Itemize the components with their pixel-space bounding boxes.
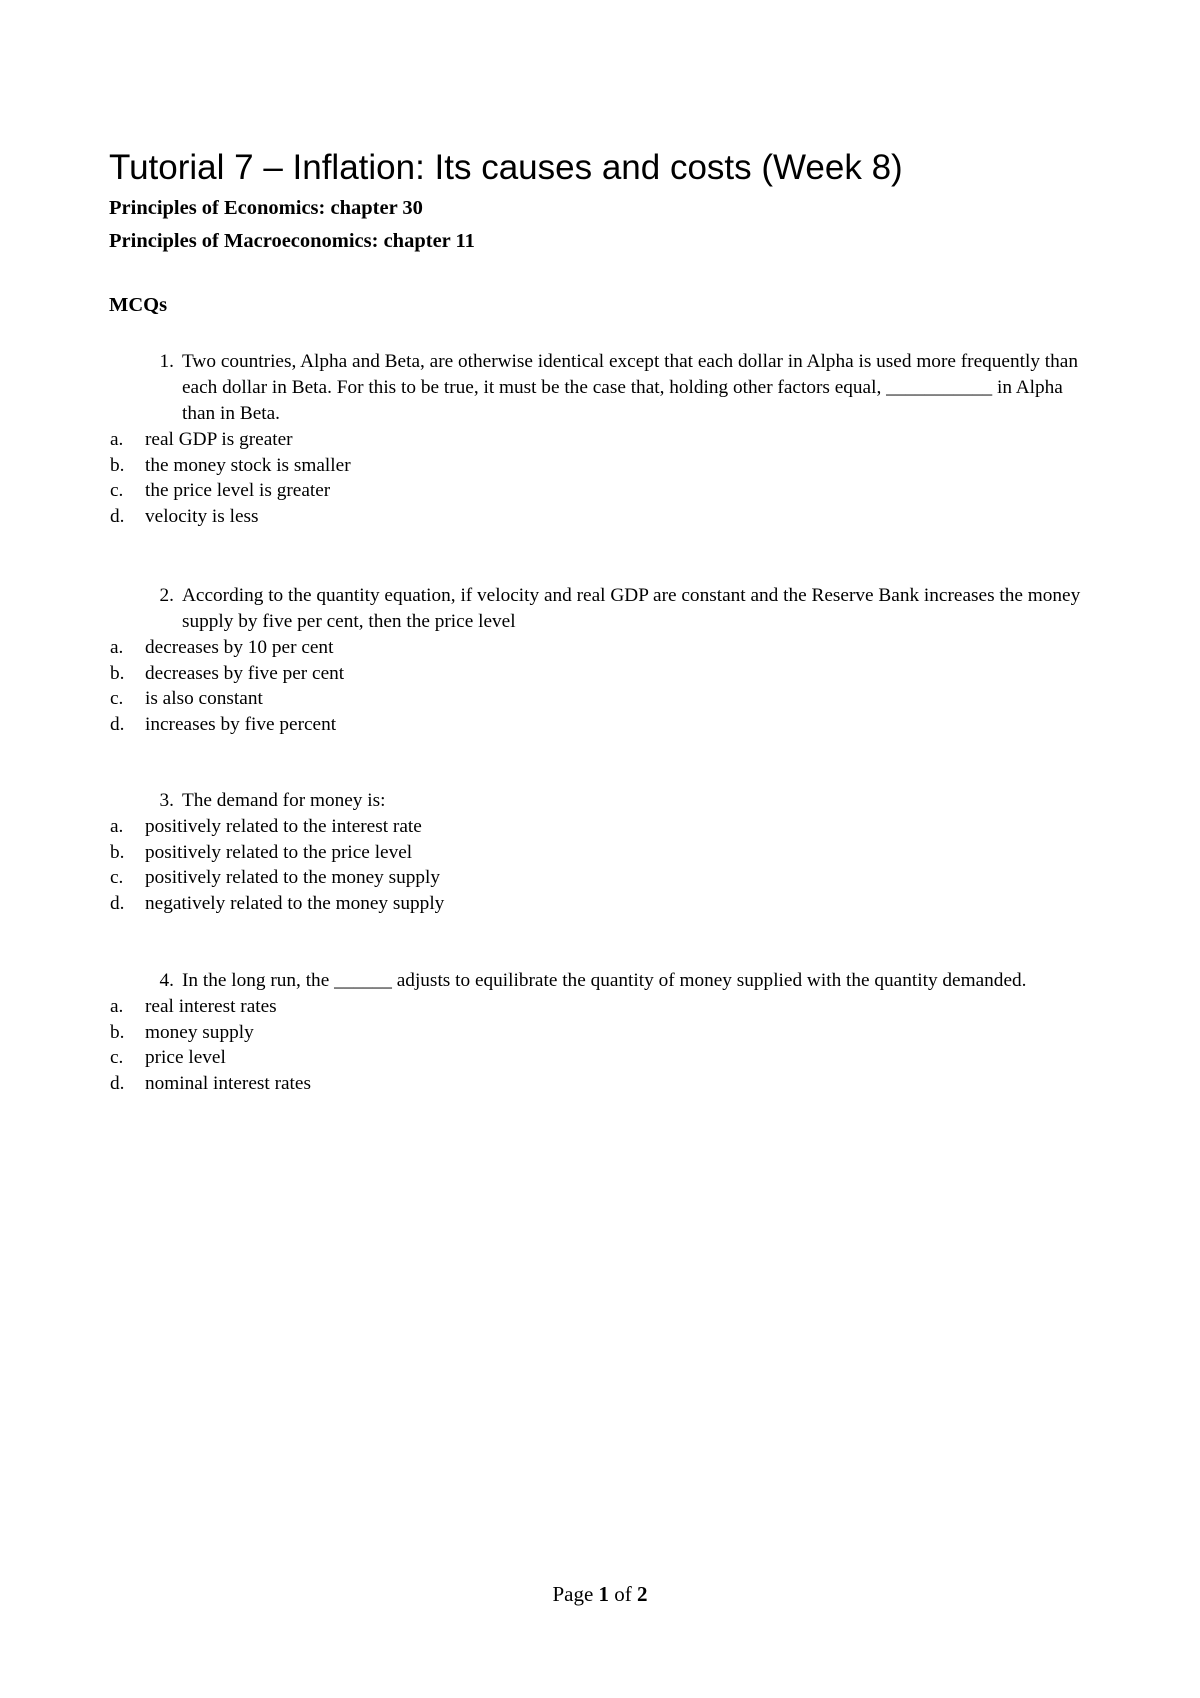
answer-option (110, 504, 1200, 530)
answer-option (110, 1020, 1200, 1046)
answer-options (0, 635, 1200, 738)
answer-option (110, 891, 1200, 917)
textbook-reference-economics: Principles of Economics: chapter 30 (109, 197, 423, 219)
page-current-number: 1 (598, 1582, 610, 1606)
question-number: 2. (159, 585, 174, 606)
option-text: money supply (145, 1021, 254, 1043)
question-stem (159, 349, 1082, 427)
answer-option (110, 686, 1200, 712)
page-title: Tutorial 7 – Inflation: Its causes and costs (Week 8) (109, 148, 903, 187)
question-stem (159, 583, 1082, 635)
answer-option (110, 814, 1200, 840)
option-letter: c. (110, 1047, 124, 1069)
answer-option (110, 427, 1200, 453)
option-letter: a. (110, 637, 124, 658)
option-letter: b. (110, 662, 125, 684)
option-letter: d. (110, 1073, 125, 1095)
section-heading: MCQs (109, 294, 168, 316)
option-text: negatively related to the money supply (145, 893, 445, 915)
option-letter: c. (110, 688, 124, 710)
option-letter: c. (110, 867, 124, 889)
page-total-number: 2 (637, 1582, 648, 1606)
option-letter: b. (110, 841, 125, 863)
question-text: The demand for money is: (182, 790, 386, 811)
answer-option (110, 661, 1200, 687)
option-text: real GDP is greater (145, 429, 293, 450)
option-text: the price level is greater (145, 480, 331, 502)
answer-option (110, 635, 1200, 661)
answer-options (0, 814, 1200, 917)
page-word: Page (552, 1582, 594, 1606)
option-text: increases by five percent (145, 714, 337, 736)
option-text: real interest rates (145, 996, 277, 1017)
option-text: positively related to the price level (145, 841, 413, 863)
answer-option (110, 994, 1200, 1020)
option-letter: c. (110, 480, 124, 502)
answer-option (110, 840, 1200, 866)
question-number: 1. (159, 351, 174, 372)
option-text: the money stock is smaller (145, 454, 351, 476)
option-letter: a. (110, 429, 124, 450)
question-stem (159, 788, 1082, 814)
option-text: decreases by 10 per cent (145, 637, 334, 658)
answer-option (110, 1071, 1200, 1097)
question-4 (0, 968, 1200, 1097)
answer-option (110, 1045, 1200, 1071)
option-letter: b. (110, 1021, 125, 1043)
question-number: 3. (159, 790, 174, 811)
option-letter: a. (110, 996, 124, 1017)
option-letter: d. (110, 714, 125, 736)
option-text: velocity is less (145, 506, 259, 528)
question-3 (0, 788, 1200, 917)
option-text: decreases by five per cent (145, 662, 345, 684)
page-footer (0, 1580, 1200, 1608)
option-letter: d. (110, 893, 125, 915)
option-text: is also constant (145, 688, 263, 710)
answer-options (0, 994, 1200, 1097)
option-letter: a. (110, 816, 124, 837)
page-of-word: of (614, 1582, 632, 1606)
option-text: positively related to the interest rate (145, 816, 422, 837)
question-text: According to the quantity equation, if velocity and real GDP are constant and the Reserve Bank increases the money supply by five per cent, then the price level (182, 585, 1081, 632)
question-text: In the long run, the ______ adjusts to equilibrate the quantity of money supplied with the quantity demanded. (182, 970, 1027, 991)
question-1 (0, 349, 1200, 530)
textbook-reference-macroeconomics: Principles of Macroeconomics: chapter 11 (109, 230, 475, 252)
option-text: price level (145, 1047, 226, 1069)
option-letter: b. (110, 454, 125, 476)
option-text: positively related to the money supply (145, 867, 441, 889)
question-number: 4. (159, 970, 174, 991)
answer-option (110, 453, 1200, 479)
option-text: nominal interest rates (145, 1073, 311, 1095)
question-text: Two countries, Alpha and Beta, are otherwise identical except that each dollar in Alpha is used more frequently than each dollar in Beta. For this to be true, it must be the case that, holding other factors equal, ___________ in Alpha than in Beta. (182, 351, 1079, 424)
question-2 (0, 583, 1200, 738)
option-letter: d. (110, 506, 125, 528)
answer-option (110, 712, 1200, 738)
answer-option (110, 478, 1200, 504)
answer-options (0, 427, 1200, 530)
answer-option (110, 865, 1200, 891)
question-stem (159, 968, 1082, 994)
